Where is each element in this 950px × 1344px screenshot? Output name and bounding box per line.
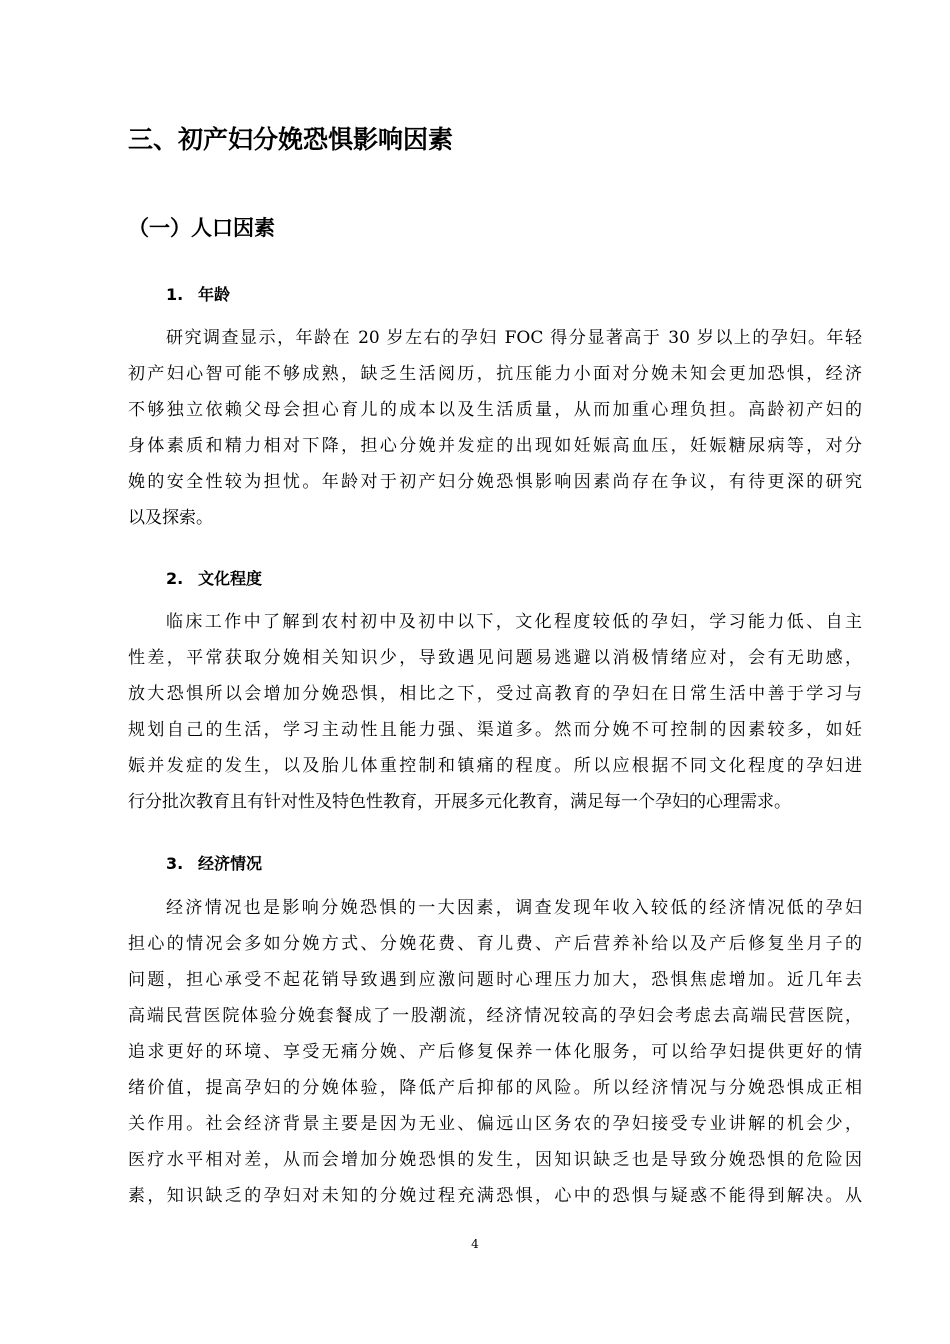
- subsection-number: 2.: [166, 569, 184, 588]
- paragraph-line: 绪价值，提高孕妇的分娩体验，降低产后抑郁的风险。所以经济情况与分娩恐惧成正相: [128, 1078, 862, 1098]
- paragraph-line: 经济情况也是影响分娩恐惧的一大因素，调查发现年收入较低的经济情况低的孕妇: [166, 898, 862, 918]
- paragraph-line: 规划自己的生活，学习主动性且能力强、渠道多。然而分娩不可控制的因素较多，如妊: [128, 720, 862, 740]
- paragraph-line: 娠并发症的发生，以及胎儿体重控制和镇痛的程度。所以应根据不同文化程度的孕妇进: [128, 756, 862, 776]
- subsection-heading-education: [166, 564, 262, 594]
- paragraph-line: 高端民营医院体验分娩套餐成了一股潮流，经济情况较高的孕妇会考虑去高端民营医院，: [128, 1006, 862, 1026]
- paragraph-line: 担心的情况会多如分娩方式、分娩花费、育儿费、产后营养补给以及产后修复坐月子的: [128, 934, 862, 954]
- paragraph-line: 不够独立依赖父母会担心育儿的成本以及生活质量，从而加重心理负担。高龄初产妇的: [128, 400, 862, 420]
- section-title: （一）人口因素: [128, 216, 275, 240]
- paragraph-line: 放大恐惧所以会增加分娩恐惧，相比之下，受过高教育的孕妇在日常生活中善于学习与: [128, 684, 862, 704]
- subsection-number: 3.: [166, 854, 184, 873]
- subsection-title: 文化程度: [198, 569, 263, 588]
- paragraph-line: 以及探索。: [128, 508, 213, 528]
- paragraph-line: 临床工作中了解到农村初中及初中以下，文化程度较低的孕妇，学习能力低、自主: [166, 612, 862, 632]
- subsection-title: 经济情况: [198, 854, 263, 873]
- paragraph-line: 素，知识缺乏的孕妇对未知的分娩过程充满恐惧，心中的恐惧与疑惑不能得到解决。从: [128, 1186, 862, 1206]
- paragraph-line: 关作用。社会经济背景主要是因为无业、偏远山区务农的孕妇接受专业讲解的机会少，: [128, 1114, 862, 1134]
- paragraph-line: 娩的安全性较为担忧。年龄对于初产妇分娩恐惧影响因素尚存在争议，有待更深的研究: [128, 472, 862, 492]
- paragraph-line: 行分批次教育且有针对性及特色性教育，开展多元化教育，满足每一个孕妇的心理需求。: [128, 792, 791, 812]
- subsection-title: 年龄: [198, 285, 231, 304]
- page-number: 4: [471, 1237, 479, 1251]
- paragraph-line: 问题，担心承受不起花销导致遇到应激问题时心理压力加大，恐惧焦虑增加。近几年去: [128, 970, 862, 990]
- paragraph-economy: [128, 890, 862, 1214]
- paragraph-line: 医疗水平相对差，从而会增加分娩恐惧的发生，因知识缺乏也是导致分娩恐惧的危险因: [128, 1150, 862, 1170]
- paragraph-line: 身体素质和精力相对下降，担心分娩并发症的出现如妊娠高血压，妊娠糖尿病等，对分: [128, 436, 862, 456]
- paragraph-education: [128, 604, 862, 820]
- subsection-heading-age: [166, 280, 230, 310]
- paragraph-line: 性差，平常获取分娩相关知识少，导致遇见问题易逃避以消极情绪应对，会有无助感，: [128, 648, 862, 668]
- paragraph-line: 研究调查显示，年龄在 20 岁左右的孕妇 FOC 得分显著高于 30 岁以上的孕妇。年轻: [166, 328, 862, 348]
- subsection-heading-economy: [166, 849, 262, 879]
- paragraph-line: 初产妇心智可能不够成熟，缺乏生活阅历，抗压能力小面对分娩未知会更加恐惧，经济: [128, 364, 862, 384]
- subsection-number: 1.: [166, 285, 184, 304]
- paragraph-line: 追求更好的环境、享受无痛分娩、产后修复保养一体化服务，可以给孕妇提供更好的情: [128, 1042, 862, 1062]
- paragraph-age: [128, 320, 862, 536]
- chapter-title: 三、初产妇分娩恐惧影响因素: [128, 125, 454, 154]
